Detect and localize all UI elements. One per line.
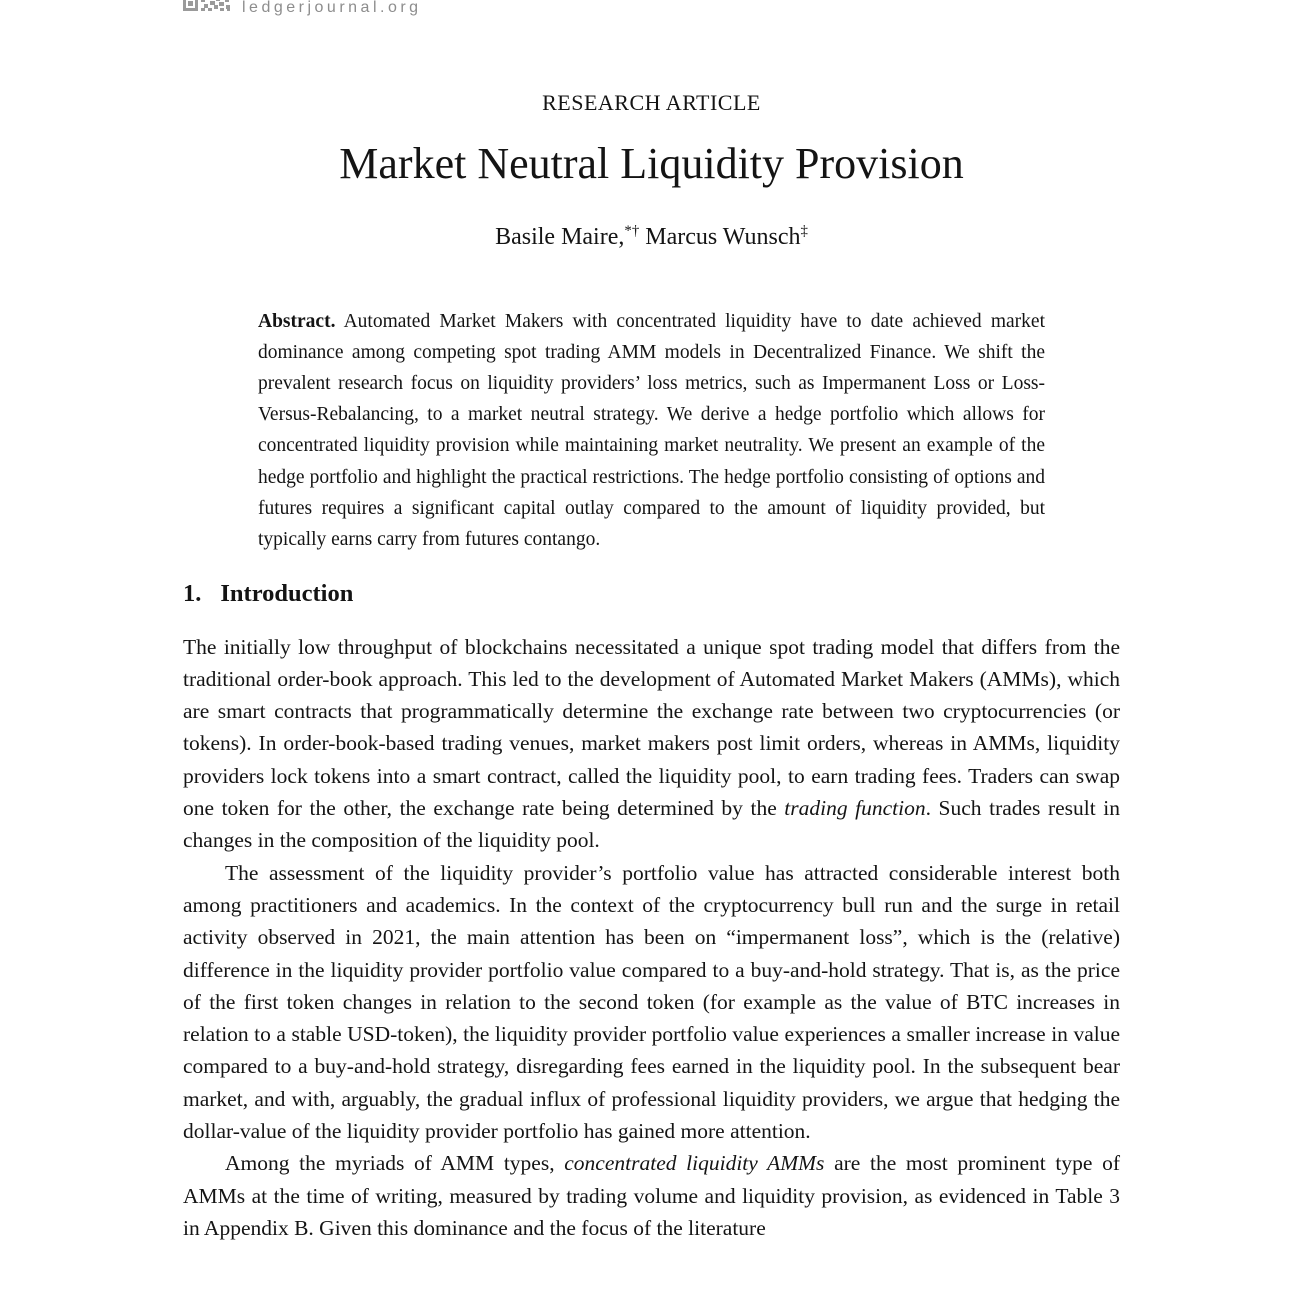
section-heading — [183, 579, 1120, 608]
paragraph: Among the myriads of AMM types, concentrated liquidity AMMs are the most prominent type of AMMs at the time of writing, measured by trading volume and liquidity provision, as evidenced in Table 3 in Appendix B. Given this dominance and the focus of the literature — [183, 1151, 1121, 1240]
authors-line — [183, 223, 1120, 252]
journal-site-label: ledgerjournal.org — [242, 0, 422, 16]
page-title: Market Neutral Liquidity Provision — [339, 139, 964, 189]
abstract-text: Automated Market Makers with concentrated liquidity have to date achieved market dominance among competing spot trading AMM models in Decentralized Finance. We shift the prevalent research focus on liquidity providers’ loss metrics, such as Impermanent Loss or Loss-Versus-Rebalancing, to a market neutral strategy. We derive a hedge portfolio which allows for concentrated liquidity provision while maintaining market neutrality. We present an example of the hedge portfolio and highlight the practical restrictions. The hedge portfolio consisting of options and futures requires a significant capital outlay compared to the amount of liquidity provided, but typically earns carry from futures contango. — [258, 310, 1045, 550]
author-affiliation-mark: ‡ — [800, 222, 808, 239]
article-column — [183, 0, 1120, 1244]
abstract-block — [258, 306, 1045, 556]
abstract-paragraph — [258, 306, 1045, 556]
author-name: Basile Maire, — [495, 223, 625, 250]
author-affiliation-mark: *† — [624, 222, 640, 239]
author-name: Marcus Wunsch — [645, 223, 801, 250]
section-number: 1. — [183, 580, 202, 608]
section-body — [183, 631, 1120, 1245]
section-title: Introduction — [220, 580, 354, 608]
article-kicker: RESEARCH ARTICLE — [542, 90, 761, 115]
abstract-label: Abstract. — [258, 310, 336, 332]
paragraph: The initially low throughput of blockchains necessitated a unique spot trading model that differs from the traditional order-book approach. This led to the development of Automated Market Makers (AMMs), which are smart contracts that programmatically determine the exchange rate between two cryptocurrencies (or tokens). In order-book-based trading venues, market makers post limit orders, whereas in AMMs, liquidity providers lock tokens into a smart contract, called the liquidity pool, to earn trading fees. Traders can swap one token for the other, the exchange rate being determined by the trading function. Such trades result in changes in the composition of the liquidity pool. — [183, 634, 1121, 853]
paragraph: The assessment of the liquidity provider’s portfolio value has attracted considerable interest both among practitioners and academics. In the context of the cryptocurrency bull run and the surge in retail activity observed in 2021, the main attention has been on “impermanent loss”, which is the (relative) difference in the liquidity provider portfolio value compared to a buy-and-hold strategy. That is, as the price of the first token changes in relation to the second token (for example as the value of BTC increases in relation to a stable USD-token), the liquidity provider portfolio value experiences a smaller increase in value compared to a buy-and-hold strategy, disregarding fees earned in the liquidity pool. In the subsequent bear market, and with, arguably, the gradual influx of professional liquidity providers, we argue that hedging the dollar-value of the liquidity provider portfolio has gained more attention. — [183, 860, 1120, 1144]
